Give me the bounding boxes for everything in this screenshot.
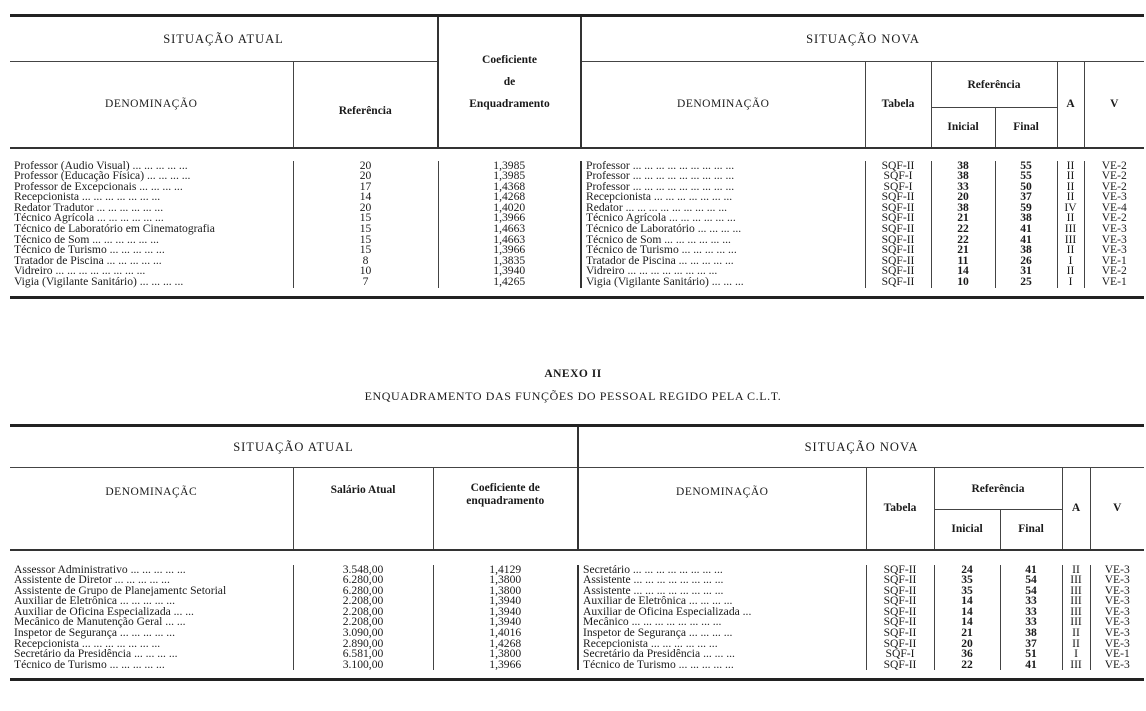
cell-tabela: SQF-I [865, 171, 931, 182]
referencia-group-header: Referência [931, 62, 1057, 108]
table-row [10, 277, 1144, 288]
table-row [10, 161, 1144, 172]
cell-inicial: 22 [931, 224, 995, 235]
cell-final: 41 [1000, 660, 1062, 671]
cell-sal: 6.581,00 [293, 649, 433, 660]
cell-tabela: SQF-II [865, 224, 931, 235]
coeficiente-header-2: Coeficiente de enquadramento [433, 468, 578, 550]
cell-inicial: 38 [931, 203, 995, 214]
cell-a: II [1057, 245, 1084, 256]
table-row [10, 235, 1144, 246]
denominacao-nova-header: DENOMINAÇÃO [581, 62, 865, 148]
cell-inicial: 21 [931, 245, 995, 256]
cell-inicial: 21 [931, 213, 995, 224]
cell-tabela: SQF-II [866, 565, 934, 576]
cell-final: 41 [995, 224, 1057, 235]
cell-den: Tratador de Piscina ... ... ... ... ... [14, 255, 162, 267]
cell-inicial: 20 [931, 192, 995, 203]
cell-v: VE-1 [1084, 256, 1144, 267]
cell-inicial: 22 [931, 235, 995, 246]
inicial-header: Inicial [931, 108, 995, 148]
table-row [10, 171, 1144, 182]
annex-title: ANEXO II [544, 368, 602, 380]
cell-v: VE-3 [1090, 586, 1144, 597]
table-row [10, 213, 1144, 224]
cell-den-nova: Assistente ... ... ... ... ... ... ... ... [578, 575, 866, 586]
cell-v: VE-3 [1090, 596, 1144, 607]
cell-den: Técnico de Som ... ... ... ... ... ... [14, 234, 159, 246]
cell-tabela: SQF-II [865, 266, 931, 277]
cell-tabela: SQF-II [865, 213, 931, 224]
table-row [10, 628, 1144, 639]
cell-ref: 15 [293, 224, 438, 235]
cell-v: VE-3 [1090, 639, 1144, 650]
cell-a: II [1057, 213, 1084, 224]
final-header: Final [995, 108, 1057, 148]
cell-v: VE-1 [1084, 277, 1144, 288]
cell-v: VE-3 [1090, 660, 1144, 671]
cell-final: 59 [995, 203, 1057, 214]
cell-v: VE-3 [1084, 192, 1144, 203]
salario-header: Salário Atual [293, 468, 433, 550]
cell-a: I [1057, 256, 1084, 267]
cell-a: II [1062, 639, 1090, 650]
situacao-nova-header: SITUAÇÃO NOVA [581, 17, 1144, 62]
cell-v: VE-3 [1090, 607, 1144, 618]
cell-tabela: SQF-II [866, 617, 934, 628]
cell-tabela: SQF-II [866, 628, 934, 639]
table-row [10, 245, 1144, 256]
cell-den-nova: Técnico Agrícola ... ... ... ... ... ... [581, 213, 865, 224]
cell-v: VE-2 [1084, 171, 1144, 182]
cell-coef: 1,4268 [438, 192, 581, 203]
cell-den-nova: Assistente ... ... ... ... ... ... ... ... [578, 586, 866, 597]
cell-final: 54 [1000, 586, 1062, 597]
cell-ref: 8 [293, 256, 438, 267]
cell-den: Assistente de Grupo de Planejamentc Setorial [14, 585, 227, 597]
cell-tabela: SQF-I [866, 649, 934, 660]
cell-a: II [1062, 628, 1090, 639]
cell-final: 31 [995, 266, 1057, 277]
cell-tabela: SQF-II [865, 277, 931, 288]
cell-ref: 14 [293, 192, 438, 203]
cell-inicial: 35 [934, 586, 1000, 597]
cell-a: II [1057, 266, 1084, 277]
cell-sal: 2.208,00 [293, 617, 433, 628]
cell-tabela: SQF-II [866, 586, 934, 597]
cell-sal: 2.208,00 [293, 596, 433, 607]
situacao-nova-header-2: SITUAÇÃO NOVA [578, 427, 1144, 468]
cell-v: VE-2 [1084, 182, 1144, 193]
cell-final: 37 [1000, 639, 1062, 650]
cell-ref: 15 [293, 213, 438, 224]
table-row [10, 617, 1144, 628]
cell-coef: 1,3940 [438, 266, 581, 277]
cell-sal: 3.100,00 [293, 660, 433, 671]
cell-coef: 1,4663 [438, 235, 581, 246]
cell-final: 38 [995, 245, 1057, 256]
referencia-header: Referência [293, 62, 438, 148]
cell-den: Professor de Excepcionais ... ... ... ... [14, 181, 183, 193]
cell-inicial: 20 [934, 639, 1000, 650]
cell-ref: 10 [293, 266, 438, 277]
cell-ref: 15 [293, 245, 438, 256]
cell-den: Redator Tradutor ... ... ... ... ... ... [14, 202, 164, 214]
cell-a: III [1062, 617, 1090, 628]
cell-final: 26 [995, 256, 1057, 267]
v-header-2: V [1090, 468, 1144, 550]
cell-final: 25 [995, 277, 1057, 288]
cell-v: VE-3 [1090, 565, 1144, 576]
table-row [10, 256, 1144, 267]
cell-v: VE-3 [1084, 224, 1144, 235]
cell-ref: 20 [293, 203, 438, 214]
cell-den-nova: Auxiliar de Oficina Especializada ... [578, 607, 866, 618]
cell-coef: 1,3800 [433, 649, 578, 660]
cell-final: 38 [1000, 628, 1062, 639]
table-row [10, 182, 1144, 193]
table-row [10, 639, 1144, 650]
cell-a: II [1062, 565, 1090, 576]
cell-tabela: SQF-II [866, 596, 934, 607]
cell-sal: 2.208,00 [293, 607, 433, 618]
cell-inicial: 38 [931, 171, 995, 182]
cell-inicial: 10 [931, 277, 995, 288]
table-row [10, 203, 1144, 214]
cell-v: VE-2 [1084, 213, 1144, 224]
table-row [10, 565, 1144, 576]
table-2 [10, 424, 1144, 681]
denominacao-nova-header-2: DENOMINAÇÃO [578, 468, 866, 550]
cell-tabela: SQF-II [866, 607, 934, 618]
cell-a: IV [1057, 203, 1084, 214]
cell-final: 33 [1000, 617, 1062, 628]
cell-sal: 3.090,00 [293, 628, 433, 639]
cell-coef: 1,3940 [433, 607, 578, 618]
cell-v: VE-3 [1084, 245, 1144, 256]
cell-den: Técnico de Laboratório em Cinematografia [14, 224, 215, 235]
referencia-group-header-2: Referência [934, 468, 1062, 510]
cell-coef: 1,4368 [438, 182, 581, 193]
annex-subtitle: ENQUADRAMENTO DAS FUNÇÕES DO PESSOAL REGIDO PELA C.L.T. [364, 389, 782, 403]
cell-coef: 1,3966 [438, 245, 581, 256]
cell-inicial: 14 [931, 266, 995, 277]
inicial-header-2: Inicial [934, 510, 1000, 550]
v-header: V [1084, 62, 1144, 148]
cell-a: III [1062, 596, 1090, 607]
cell-ref: 17 [293, 182, 438, 193]
cell-den-nova: Técnico de Turismo ... ... ... ... ... [581, 245, 865, 256]
cell-den-nova: Vidreiro ... ... ... ... ... ... ... ... [581, 266, 865, 277]
cell-den: Recepcionista ... ... ... ... ... ... ... [14, 192, 161, 203]
tabela-header: Tabela [865, 62, 931, 148]
a-header: A [1057, 62, 1084, 148]
cell-den-nova: Tratador de Piscina ... ... ... ... ... [581, 256, 865, 267]
cell-den: Auxiliar de Eletrônica ... ... ... ... ... [14, 596, 175, 607]
cell-sal: 3.548,00 [293, 565, 433, 576]
cell-final: 55 [995, 171, 1057, 182]
cell-coef: 1,3940 [433, 617, 578, 628]
cell-v: VE-1 [1090, 649, 1144, 660]
cell-den-nova: Professor ... ... ... ... ... ... ... ... ... [581, 161, 865, 172]
cell-den-nova: Recepcionista ... ... ... ... ... ... [578, 639, 866, 650]
cell-a: II [1057, 182, 1084, 193]
cell-final: 33 [1000, 596, 1062, 607]
cell-den-nova: Inspetor de Segurança ... ... ... ... [578, 628, 866, 639]
cell-final: 37 [995, 192, 1057, 203]
cell-den-nova: Mecânico ... ... ... ... ... ... ... ... [578, 617, 866, 628]
cell-den-nova: Recepcionista ... ... ... ... ... ... ... [581, 192, 865, 203]
cell-coef: 1,4265 [438, 277, 581, 288]
cell-den: Vidreiro ... ... ... ... ... ... ... ... [14, 266, 146, 278]
cell-ref: 15 [293, 235, 438, 246]
cell-coef: 1,3800 [433, 575, 578, 586]
cell-den-nova: Vigia (Vigilante Sanitário) ... ... ... [581, 277, 865, 288]
cell-inicial: 14 [934, 607, 1000, 618]
denominacao-header: DENOMINAÇÃO [105, 98, 198, 111]
cell-den-nova: Professor ... ... ... ... ... ... ... ... ... [581, 171, 865, 182]
cell-a: II [1057, 171, 1084, 182]
cell-final: 38 [995, 213, 1057, 224]
a-header-2: A [1062, 468, 1090, 550]
coeficiente-header: Coeficiente de Enquadramento [438, 17, 581, 148]
cell-coef: 1,3966 [438, 213, 581, 224]
cell-den-nova: Secretário ... ... ... ... ... ... ... ... [578, 565, 866, 576]
cell-den: Secretário da Presidência ... ... ... ... [14, 649, 178, 660]
cell-final: 50 [995, 182, 1057, 193]
cell-coef: 1,3800 [433, 586, 578, 597]
cell-tabela: SQF-II [865, 203, 931, 214]
cell-coef: 1,3985 [438, 161, 581, 172]
denominacao-header-2: DENOMINAÇÃC [105, 486, 198, 498]
cell-den-nova: Professor ... ... ... ... ... ... ... ... ... [581, 182, 865, 193]
cell-inicial: 35 [934, 575, 1000, 586]
cell-v: VE-3 [1090, 628, 1144, 639]
cell-den: Técnico Agrícola ... ... ... ... ... ... [14, 213, 164, 225]
cell-sal: 6.280,00 [293, 586, 433, 597]
cell-den: Mecânico de Manutenção Geral ... ... [14, 617, 186, 629]
cell-v: VE-3 [1084, 235, 1144, 246]
cell-v: VE-3 [1090, 617, 1144, 628]
cell-tabela: SQF-II [865, 161, 931, 172]
cell-ref: 20 [293, 161, 438, 172]
cell-inicial: 24 [934, 565, 1000, 576]
table-row [10, 266, 1144, 277]
table-row [10, 660, 1144, 671]
cell-sal: 2.890,00 [293, 639, 433, 650]
cell-final: 51 [1000, 649, 1062, 660]
cell-den-nova: Redator ... ... ... ... ... ... ... ... ... [581, 203, 865, 214]
table-row [10, 192, 1144, 203]
cell-tabela: SQF-II [865, 235, 931, 246]
cell-coef: 1,4016 [433, 628, 578, 639]
cell-final: 41 [1000, 565, 1062, 576]
table-1 [10, 14, 1144, 299]
cell-den-nova: Secretário da Presidência ... ... ... [578, 649, 866, 660]
cell-a: III [1062, 586, 1090, 597]
cell-v: VE-2 [1084, 266, 1144, 277]
table-row [10, 224, 1144, 235]
cell-a: II [1057, 192, 1084, 203]
cell-inicial: 22 [934, 660, 1000, 671]
cell-a: II [1057, 161, 1084, 172]
cell-inicial: 14 [934, 617, 1000, 628]
cell-tabela: SQF-II [865, 256, 931, 267]
cell-inicial: 21 [934, 628, 1000, 639]
cell-tabela: SQF-II [866, 639, 934, 650]
cell-inicial: 36 [934, 649, 1000, 660]
cell-a: III [1057, 224, 1084, 235]
cell-a: III [1062, 575, 1090, 586]
situacao-atual-header: SITUAÇÃO ATUAL [10, 17, 438, 62]
table-row [10, 596, 1144, 607]
cell-coef: 1,3835 [438, 256, 581, 267]
cell-den: Vigia (Vigilante Sanitário) ... ... ... ... [14, 277, 184, 288]
cell-inicial: 38 [931, 161, 995, 172]
cell-inicial: 11 [931, 256, 995, 267]
cell-tabela: SQF-II [866, 575, 934, 586]
cell-coef: 1,4663 [438, 224, 581, 235]
cell-den: Recepcionista ... ... ... ... ... ... ... [14, 638, 161, 650]
cell-a: III [1062, 660, 1090, 671]
cell-coef: 1,4020 [438, 203, 581, 214]
cell-a: III [1057, 235, 1084, 246]
cell-tabela: SQF-II [866, 660, 934, 671]
table-row [10, 649, 1144, 660]
cell-final: 54 [1000, 575, 1062, 586]
cell-den: Assistente de Diretor ... ... ... ... ... [14, 575, 170, 586]
cell-v: VE-2 [1084, 161, 1144, 172]
cell-den-nova: Auxiliar de Eletrônica ... ... ... ... [578, 596, 866, 607]
cell-a: I [1057, 277, 1084, 288]
cell-coef: 1,3966 [433, 660, 578, 671]
cell-den: Assessor Administrativo ... ... ... ... ... [14, 564, 186, 576]
cell-den: Técnico de Turismo ... ... ... ... ... [14, 245, 165, 256]
cell-den: Auxiliar de Oficina Especializada ... ... [14, 606, 194, 618]
cell-tabela: SQF-II [865, 192, 931, 203]
cell-final: 55 [995, 161, 1057, 172]
cell-den: Professor (Audio Visual) ... ... ... ... ... [14, 160, 188, 172]
table-row [10, 607, 1144, 618]
cell-tabela: SQF-I [865, 182, 931, 193]
cell-ref: 20 [293, 171, 438, 182]
cell-den: Técnico de Turismo ... ... ... ... ... [14, 659, 165, 671]
cell-den-nova: Técnico de Turismo ... ... ... ... ... [578, 660, 866, 671]
table-row [10, 575, 1144, 586]
cell-v: VE-3 [1090, 575, 1144, 586]
cell-coef: 1,4268 [433, 639, 578, 650]
cell-ref: 7 [293, 277, 438, 288]
cell-coef: 1,4129 [433, 565, 578, 576]
cell-sal: 6.280,00 [293, 575, 433, 586]
cell-inicial: 33 [931, 182, 995, 193]
tabela-header-2: Tabela [866, 468, 934, 550]
situacao-atual-header-2: SITUAÇÃO ATUAL [10, 427, 578, 468]
cell-final: 41 [995, 235, 1057, 246]
final-header-2: Final [1000, 510, 1062, 550]
cell-final: 33 [1000, 607, 1062, 618]
cell-den-nova: Técnico de Som ... ... ... ... ... ... [581, 235, 865, 246]
cell-coef: 1,3985 [438, 171, 581, 182]
cell-inicial: 14 [934, 596, 1000, 607]
cell-coef: 1,3940 [433, 596, 578, 607]
cell-tabela: SQF-II [865, 245, 931, 256]
cell-v: VE-4 [1084, 203, 1144, 214]
cell-a: I [1062, 649, 1090, 660]
cell-den: Professor (Educação Física) ... ... ... ... [14, 171, 191, 182]
cell-a: III [1062, 607, 1090, 618]
table-row [10, 586, 1144, 597]
cell-den-nova: Técnico de Laboratório ... ... ... ... [581, 224, 865, 235]
cell-den: Inspetor de Segurança ... ... ... ... ... [14, 628, 175, 639]
